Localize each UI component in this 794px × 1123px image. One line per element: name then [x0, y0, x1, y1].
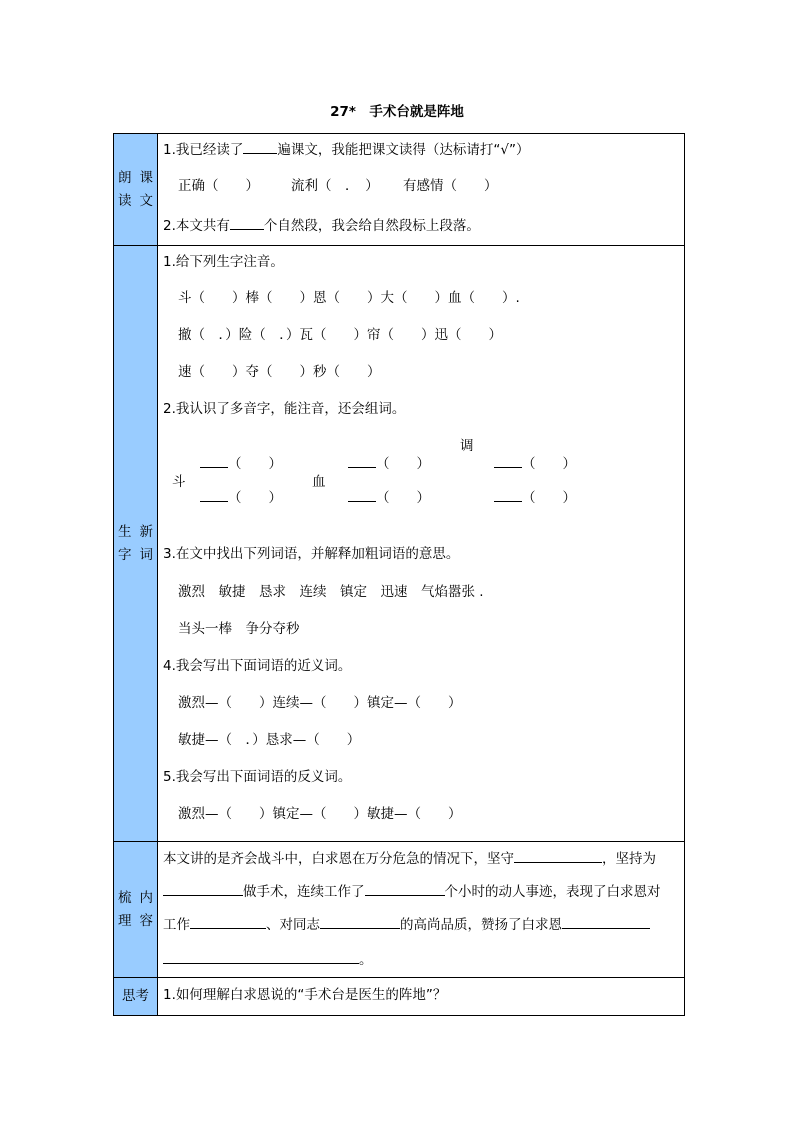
page-title: 27* 手术台就是阵地 — [330, 104, 464, 120]
poly-char-dou: 斗 — [172, 474, 186, 490]
blank-summary-7[interactable] — [163, 951, 359, 964]
blank-summary-5[interactable] — [320, 916, 400, 929]
row-think — [114, 977, 684, 1015]
reading-q2: 2.本文共有 个自然段，我会给自然段标上段落。 — [163, 218, 480, 234]
poly-char-tiao: 调 — [460, 438, 474, 454]
poly-entry-1b[interactable]: （ ） — [200, 486, 282, 506]
label-reading-2: 课文 — [139, 169, 153, 209]
antonym-row-1[interactable]: 激烈—（ ）镇定—（ ）敏捷—（ ） — [178, 806, 462, 822]
vocab-q3: 3.在文中找出下列词语，并解释加粗词语的意思。 — [163, 546, 460, 562]
label-summary — [114, 842, 158, 977]
vocab-q2: 2.我认识了多音字，能注音，还会组词。 — [163, 401, 406, 417]
pinyin-row-1[interactable]: 斗（ ）棒（ ）恩（ ）大（ ）血（ ）. — [178, 290, 520, 306]
worksheet-table — [113, 133, 685, 1016]
summary-line-3: 工作 、对同志 的高尚品质，赞扬了白求恩 — [163, 913, 650, 933]
blank-summary-1[interactable] — [514, 850, 602, 863]
content-summary — [158, 842, 684, 977]
poly-entry-1a[interactable]: （ ） — [200, 452, 282, 472]
blank-summary-6[interactable] — [562, 916, 650, 929]
blank-summary-2[interactable] — [163, 883, 243, 896]
label-think-1: 思考 — [122, 988, 149, 1004]
label-vocab-1: 生字 — [118, 523, 132, 563]
blank-summary-4[interactable] — [190, 916, 266, 929]
words-row-2: 当头一棒 争分夺秒 — [178, 621, 300, 637]
option-fluent[interactable]: 流利（ ． ） — [291, 178, 379, 194]
label-vocab — [114, 246, 158, 841]
pinyin-row-2[interactable]: 撤（ ．）险（ ．）瓦（ ）帘（ ）迅（ ） — [178, 327, 502, 343]
synonym-row-2[interactable]: 敏捷—（ ．）恳求—（ ） — [178, 732, 361, 748]
words-row-1: 激烈 敏捷 恳求 连续 镇定 迅速 气焰嚣张 . — [178, 584, 484, 600]
vocab-q1: 1.给下列生字注音。 — [163, 254, 284, 270]
label-summary-1: 梳理 — [118, 889, 132, 929]
reading-q1: 1.我已经读了 遍课文，我能把课文读得（达标请打“√”） — [163, 142, 530, 158]
content-vocab — [158, 246, 684, 841]
label-think — [114, 978, 158, 1015]
poly-entry-2b[interactable]: （ ） — [348, 486, 430, 506]
pinyin-row-3[interactable]: 速（ ）夺（ ）秒（ ） — [178, 364, 381, 380]
label-vocab-2: 新词 — [139, 523, 153, 563]
label-reading — [114, 134, 158, 245]
row-vocab — [114, 245, 684, 841]
summary-line-4: 。 — [163, 948, 373, 968]
blank-summary-3[interactable] — [365, 883, 445, 896]
option-correct[interactable]: 正确（ ） — [178, 178, 259, 194]
poly-entry-3b[interactable]: （ ） — [494, 486, 576, 506]
vocab-q4: 4.我会写出下面词语的近义词。 — [163, 658, 352, 674]
content-reading — [158, 134, 684, 245]
vocab-q5: 5.我会写出下面词语的反义词。 — [163, 769, 352, 785]
poly-entry-2a[interactable]: （ ） — [348, 452, 430, 472]
blank-paragraph-count[interactable] — [230, 217, 264, 230]
option-emotion[interactable]: 有感情（ ） — [403, 178, 498, 194]
row-reading — [114, 134, 684, 245]
row-summary — [114, 841, 684, 977]
content-think — [158, 978, 684, 1015]
think-q1: 1.如何理解白求恩说的“手术台是医生的阵地”？ — [163, 987, 447, 1003]
synonym-row-1[interactable]: 激烈—（ ）连续—（ ）镇定—（ ） — [178, 695, 462, 711]
poly-char-xue: 血 — [312, 474, 326, 490]
label-summary-2: 内容 — [139, 889, 153, 929]
summary-line-2: 做手术，连续工作了 个小时的动人事迹，表现了白求恩对 — [163, 880, 661, 900]
label-reading-1: 朗读 — [118, 169, 132, 209]
poly-entry-3a[interactable]: （ ） — [494, 452, 576, 472]
summary-line-1: 本文讲的是齐会战斗中，白求恩在万分危急的情况下，坚守 ，坚持为 — [163, 851, 656, 867]
blank-read-times[interactable] — [243, 141, 277, 154]
